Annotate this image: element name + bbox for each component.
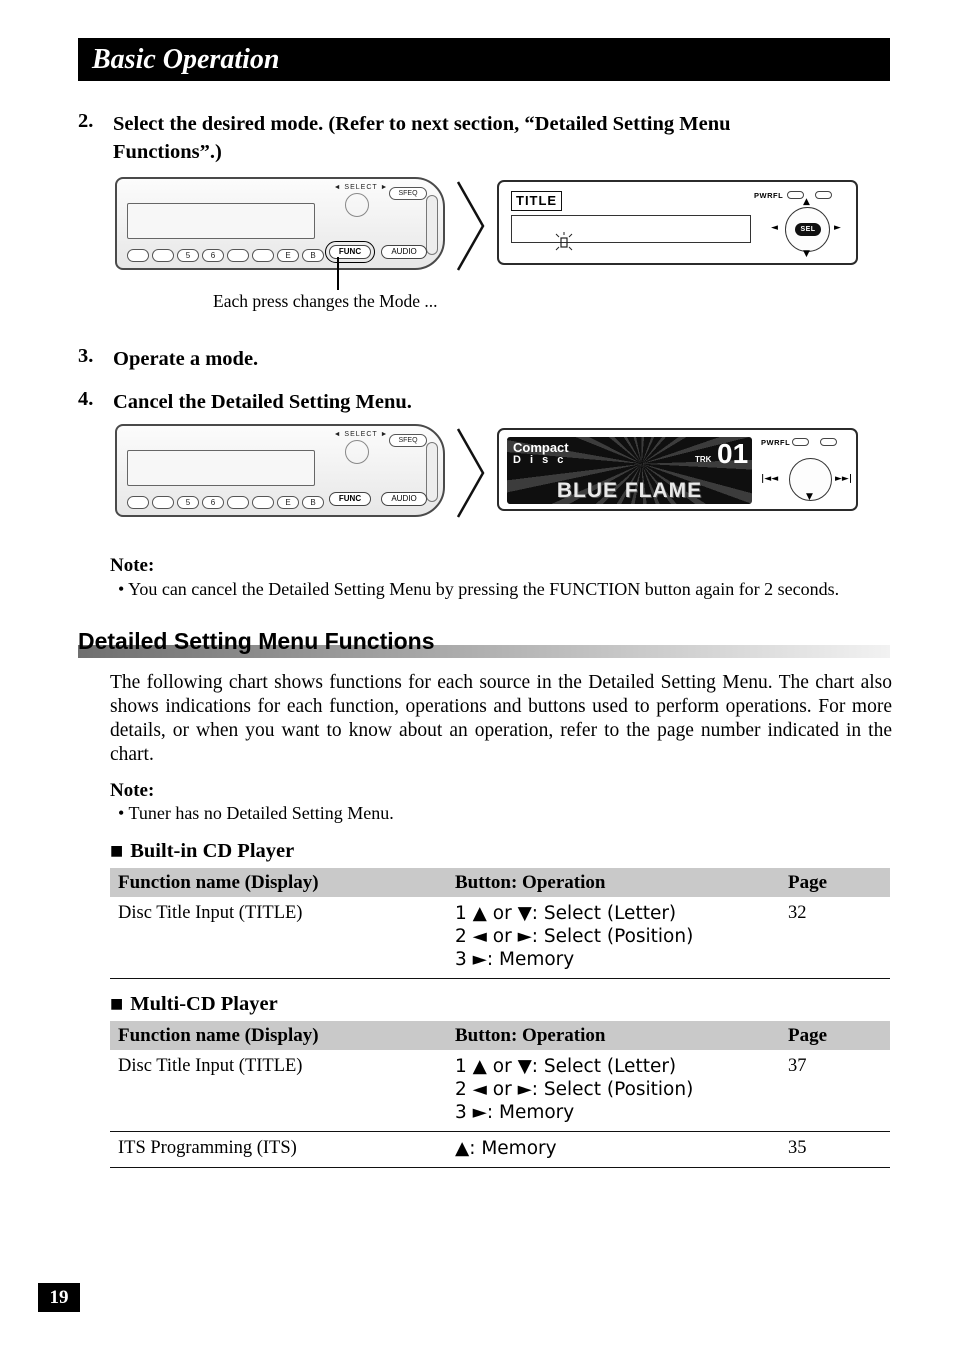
table-row	[110, 1132, 890, 1168]
audio-button: AUDIO	[381, 492, 427, 506]
cell-page: 35	[788, 1138, 807, 1158]
preset-button	[152, 496, 174, 509]
sfeq-button: SFEQ	[389, 187, 427, 200]
rotary-knob	[426, 195, 438, 255]
cell-function: Disc Title Input (TITLE)	[118, 1056, 303, 1076]
audio-button: AUDIO	[381, 245, 427, 259]
column-header-operation: Button: Operation	[455, 1024, 606, 1046]
cell-operations	[447, 1055, 780, 1124]
preset-button: B	[302, 249, 324, 262]
operation-line: 3 ►: Memory	[455, 1102, 575, 1123]
pwrfl-button	[787, 191, 804, 199]
function-button: FUNC	[329, 245, 371, 259]
preset-button: B	[302, 496, 324, 509]
cell-page: 37	[788, 1056, 807, 1076]
cell-page: 32	[788, 903, 807, 923]
title-indicator: TITLE	[511, 191, 562, 211]
select-rocker-button	[345, 193, 369, 217]
sfeq-button: SFEQ	[389, 434, 427, 447]
cell-operations	[447, 902, 780, 971]
page-number-box: 19	[38, 1283, 80, 1312]
seek-back-icon: |◄◄	[761, 474, 779, 484]
table-row	[110, 1050, 890, 1132]
lcd-window	[127, 450, 315, 486]
section-title: Detailed Setting Menu Functions	[78, 628, 435, 654]
step-2	[78, 110, 818, 166]
select-rocker-label: ◄ SELECT ►	[333, 184, 389, 191]
square-bullet-icon: ■	[110, 996, 124, 1012]
operation-line: ▲: Memory	[455, 1138, 557, 1159]
band-button	[815, 191, 832, 199]
multi-cd-table	[110, 1021, 890, 1168]
compact-disc-logo: Compact	[513, 440, 569, 455]
preset-button	[152, 249, 174, 262]
right-arrow-icon	[455, 426, 487, 520]
head-unit-illustration-2	[115, 424, 445, 517]
note-label: Note:	[110, 555, 155, 576]
preset-button-row	[127, 496, 324, 509]
preset-button	[227, 249, 249, 262]
section-banner-title: Basic Operation	[78, 38, 890, 81]
pwrfl-button	[792, 438, 809, 446]
heading-text: Built-in CD Player	[130, 840, 295, 862]
head-unit-illustration-1	[115, 177, 445, 270]
step-number: 4.	[78, 388, 94, 410]
preset-button	[227, 496, 249, 509]
operation-line: 2 ◄ or ►: Select (Position)	[455, 926, 694, 947]
preset-button: 5	[177, 249, 199, 262]
multi-cd-heading	[110, 993, 278, 1016]
compact-disc-logo-line2: D i s c	[513, 454, 567, 466]
cell-function: ITS Programming (ITS)	[118, 1138, 297, 1158]
select-rocker-button	[345, 440, 369, 464]
operation-line: 1 ▲ or ▼: Select (Letter)	[455, 903, 677, 924]
cell-function: Disc Title Input (TITLE)	[118, 903, 303, 923]
preset-button: 5	[177, 496, 199, 509]
track-label: TRK	[695, 455, 712, 464]
preset-button-row	[127, 249, 324, 262]
column-header-page: Page	[788, 871, 828, 893]
right-arrow-icon: ►	[834, 223, 841, 233]
step-text: Operate a mode.	[113, 348, 259, 370]
table-header-row	[110, 1021, 890, 1050]
preset-button: E	[277, 496, 299, 509]
column-header-function: Function name (Display)	[118, 871, 319, 893]
column-header-function: Function name (Display)	[118, 1024, 319, 1046]
builtin-cd-heading	[110, 840, 294, 863]
step-text: Select the desired mode. (Refer to next section, “Detailed Setting Menu Functions”.)	[113, 113, 731, 163]
column-header-page: Page	[788, 1024, 828, 1046]
right-arrow-icon	[455, 179, 487, 273]
square-bullet-icon: ■	[110, 843, 124, 859]
pwrfl-label: PWRFL	[761, 438, 791, 447]
pwrfl-label: PWRFL	[754, 191, 784, 200]
display-playback-screen	[497, 428, 858, 511]
builtin-cd-table	[110, 868, 890, 979]
preset-button: 6	[202, 249, 224, 262]
function-button: FUNC	[329, 492, 371, 506]
step-number: 2.	[78, 110, 94, 132]
rotary-knob	[426, 442, 438, 502]
preset-button: 6	[202, 496, 224, 509]
figure-caption: Each press changes the Mode ...	[213, 291, 438, 311]
operation-line: 2 ◄ or ►: Select (Position)	[455, 1079, 694, 1100]
select-rocker-label: ◄ SELECT ►	[333, 431, 389, 438]
callout-line	[337, 257, 339, 290]
column-header-operation: Button: Operation	[455, 871, 606, 893]
seek-forward-icon: ►►|	[835, 474, 853, 484]
body-paragraph: The following chart shows functions for each source in the Detailed Setting Menu. The chart also shows indications for each function, operations and buttons used to perform operations. For more details, or when you want to know about an operation, refer to the page number indicated in the chart.	[110, 672, 892, 765]
table-header-row	[110, 868, 890, 897]
up-arrow-icon: ▲	[803, 197, 810, 207]
step-4	[78, 388, 818, 416]
step-text: Cancel the Detailed Setting Menu.	[113, 391, 412, 413]
left-arrow-icon: ◄	[771, 223, 778, 233]
title-input-line	[511, 215, 751, 243]
operation-line: 3 ►: Memory	[455, 949, 575, 970]
preset-button: E	[277, 249, 299, 262]
lcd-window	[127, 203, 315, 239]
down-arrow-icon: ▼	[803, 249, 810, 259]
band-button	[820, 438, 837, 446]
preset-button	[252, 496, 274, 509]
down-arrow-icon: ▼	[806, 492, 813, 502]
note-bullet: • You can cancel the Detailed Setting Menu by pressing the FUNCTION button again for 2 seconds.	[118, 579, 840, 599]
disc-title-text: BLUE FLAME	[556, 479, 703, 502]
preset-button	[127, 496, 149, 509]
blinking-segment-icon	[553, 232, 575, 252]
track-number: 01	[717, 438, 749, 469]
heading-text: Multi-CD Player	[130, 993, 278, 1015]
cell-operations	[447, 1137, 780, 1160]
table-row	[110, 897, 890, 979]
note-bullet: • Tuner has no Detailed Setting Menu.	[118, 803, 394, 823]
step-number: 3.	[78, 345, 94, 367]
section-header	[78, 625, 890, 659]
preset-button	[127, 249, 149, 262]
sel-button: SEL	[795, 223, 821, 236]
step-3	[78, 345, 818, 373]
display-title-screen	[497, 180, 858, 265]
lcd-playback-area	[507, 437, 752, 504]
note-label: Note:	[110, 780, 155, 801]
preset-button	[252, 249, 274, 262]
operation-line: 1 ▲ or ▼: Select (Letter)	[455, 1056, 677, 1077]
